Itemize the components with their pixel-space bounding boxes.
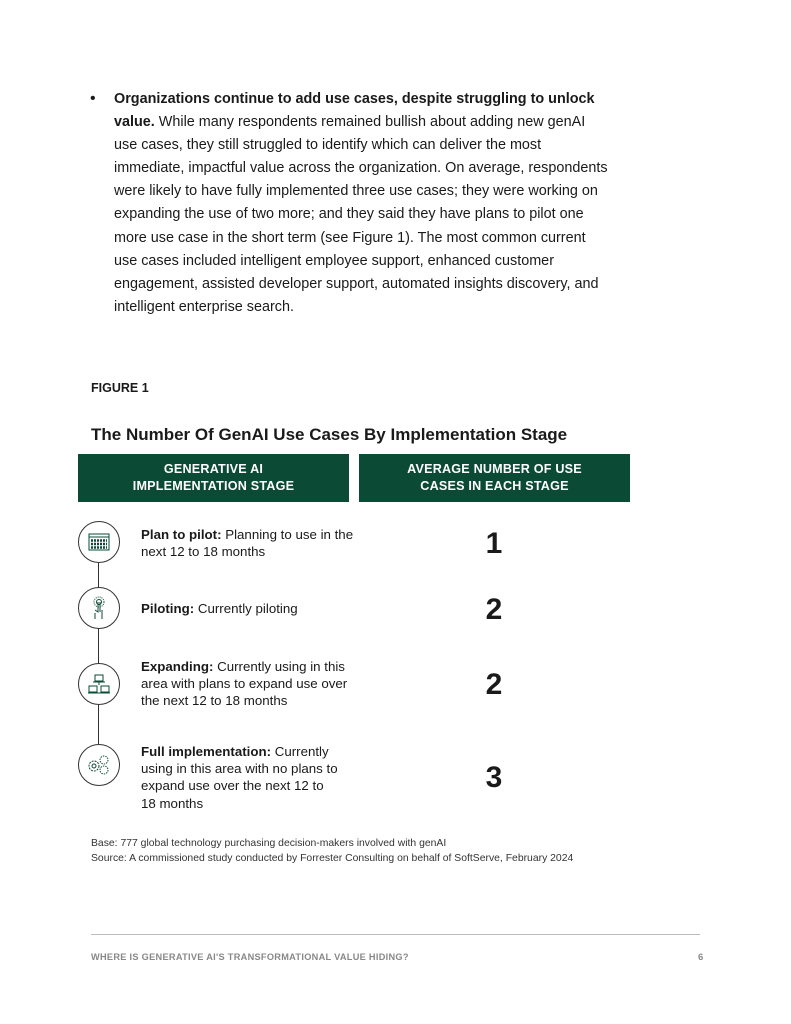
figure-source-note: Source: A commissioned study conducted by Forrester Consulting on behalf of SoftServe, February 2024	[91, 853, 574, 864]
value-expanding: 2	[485, 668, 503, 701]
touch-icon	[78, 587, 120, 629]
page-number: 6	[698, 952, 704, 963]
bullet-lead: Organizations continue to add use cases, despite struggling to unlock value.	[114, 91, 595, 131]
value-piloting: 2	[485, 593, 503, 626]
column-header-stage: GENERATIVE AI IMPLEMENTATION STAGE	[78, 454, 349, 502]
stage-full-implementation: Full implementation: Currently using in this area with no plans to expand use over the next 12 to 18 months	[141, 744, 338, 811]
figure-label: FIGURE 1	[91, 381, 149, 395]
figure-title: The Number Of GenAI Use Cases By Implementation Stage	[91, 425, 568, 444]
bullet-paragraph	[114, 88, 608, 319]
value-plan-to-pilot: 1	[485, 527, 503, 560]
stage-piloting: Piloting: Currently piloting	[141, 601, 298, 616]
bullet-text: While many respondents remained bullish about adding new genAI use cases, they still struggled to identify which can deliver the most immediate, impactful value across the organization. On average, respondents were likely to have fully implemented three use cases; they were working on expanding the use of two more; and they said they have plans to pilot one more use case in the short term (see Figure 1). The most common current use cases included intelligent employee support, enhanced customer engagement, assisted developer support, automated insights discovery, and intelligent enterprise search.	[114, 114, 608, 315]
footer-divider	[91, 934, 700, 935]
calendar-icon	[78, 521, 120, 563]
gears-icon	[78, 744, 120, 786]
stage-plan-to-pilot: Plan to pilot: Planning to use in the next 12 to 18 months	[141, 527, 354, 560]
figure-base-note: Base: 777 global technology purchasing decision-makers involved with genAI	[91, 838, 447, 849]
footer-title: WHERE IS GENERATIVE AI'S TRANSFORMATIONAL VALUE HIDING?	[91, 952, 409, 962]
network-icon	[78, 663, 120, 705]
stage-expanding: Expanding: Currently using in this area with plans to expand use over the next 12 to 18 months	[141, 659, 348, 709]
column-header-average: AVERAGE NUMBER OF USE CASES IN EACH STAGE	[359, 454, 630, 502]
value-full-implementation: 3	[485, 761, 503, 794]
bullet-dot: •	[90, 90, 96, 107]
